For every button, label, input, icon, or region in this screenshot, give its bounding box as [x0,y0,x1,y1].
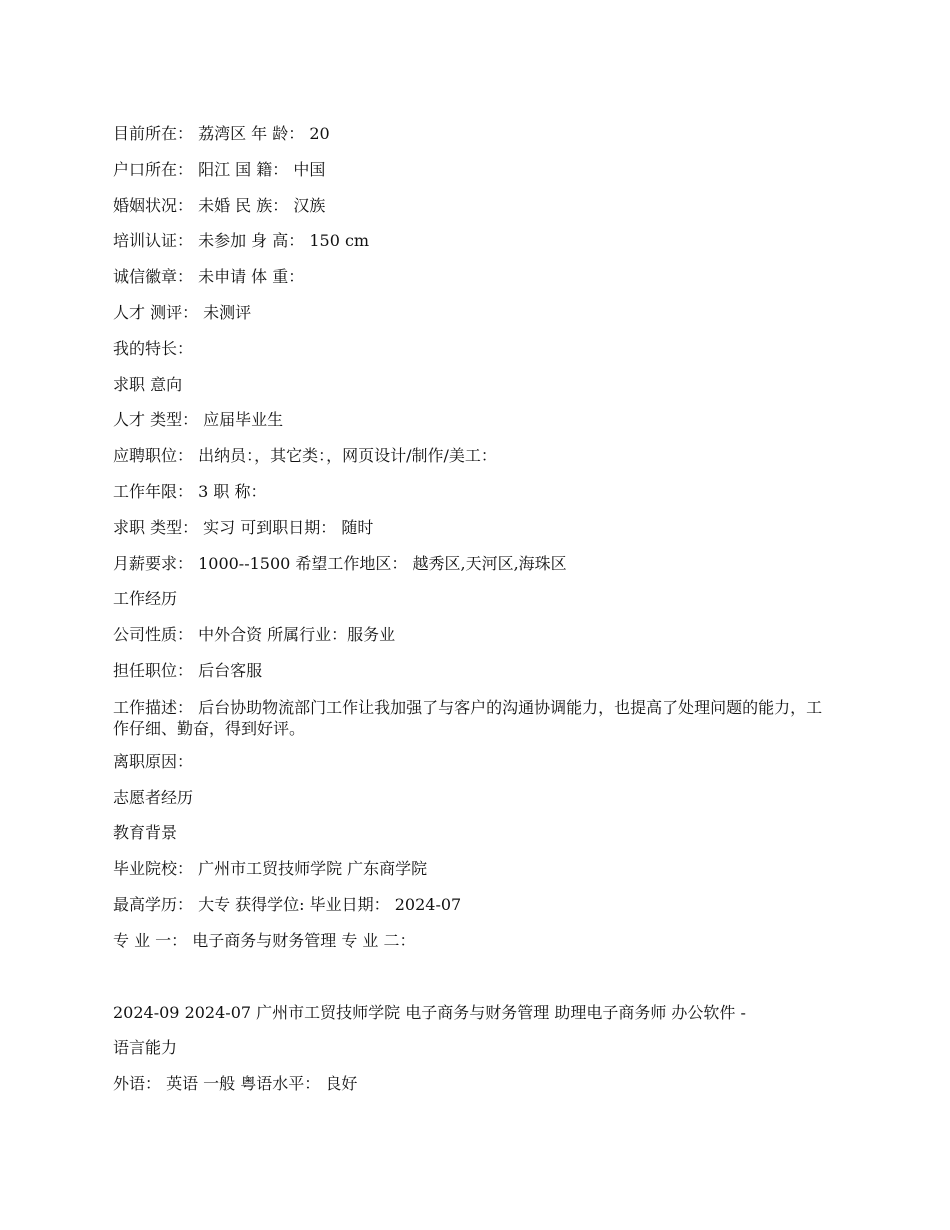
position-held-line: 担任职位： 后台客服 [113,660,263,680]
foreign-language-line: 外语： 英语 一般 粤语水平： 良好 [113,1074,358,1094]
volunteer-experience-heading: 志愿者经历 [113,787,194,807]
leaving-reason-line: 离职原因： [113,751,194,771]
language-ability-heading: 语言能力 [113,1038,178,1058]
education-record-line: 2024-09 2024-07 广州市工贸技师学院 电子商务与财务管理 助理电子商务师 办公软件 - [113,1002,746,1022]
marital-ethnicity-line: 婚姻状况： 未婚 民 族： 汉族 [113,195,326,215]
highest-education-line: 最高学历： 大专 获得学位: 毕业日期： 2024-07 [113,894,462,914]
specialties-line: 我的特长： [113,338,194,358]
job-intention-heading: 求职 意向 [113,374,183,394]
integrity-badge-weight-line: 诚信徽章： 未申请 体 重： [113,267,305,287]
work-years-title-line: 工作年限： 3 职 称： [113,481,267,501]
education-heading: 教育背景 [113,823,178,843]
certification-height-line: 培训认证： 未参加 身 高： 150 cm [113,231,370,251]
job-description-paragraph: 工作描述： 后台协助物流部门工作让我加强了与客户的沟通协调能力，也提高了处理问题的能力，工作仔细、勤奋，得到好评。 [113,697,823,738]
graduate-school-line: 毕业院校： 广州市工贸技师学院 广东商学院 [113,859,428,879]
hukou-nationality-line: 户口所在： 阳江 国 籍： 中国 [113,159,326,179]
job-type-availability-line: 求职 类型： 实习 可到职日期： 随时 [113,517,374,537]
talent-type-line: 人才 类型： 应届毕业生 [113,410,284,430]
company-nature-industry-line: 公司性质： 中外合资 所属行业：服务业 [113,625,396,645]
talent-assessment-line: 人才 测评： 未测评 [113,302,252,322]
applied-positions-line: 应聘职位： 出纳员：，其它类：，网页设计/制作/美工： [113,446,497,466]
section-gap [113,967,840,1003]
work-experience-heading: 工作经历 [113,589,178,609]
salary-location-line: 月薪要求： 1000--1500 希望工作地区： 越秀区,天河区,海珠区 [113,553,567,573]
majors-line: 专 业 一： 电子商务与财务管理 专 业 二： [113,930,416,950]
current-location-age-line: 目前所在： 荔湾区 年 龄： 20 [113,124,330,143]
